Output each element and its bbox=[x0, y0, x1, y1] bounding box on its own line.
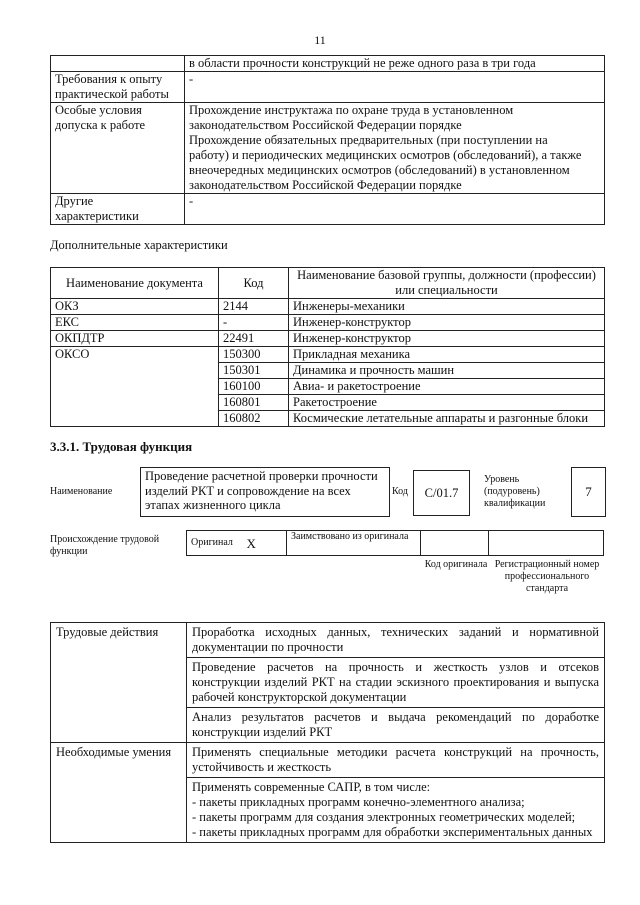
table-cell: Инженер-конструктор bbox=[289, 315, 605, 331]
table-cell: Инженеры-механики bbox=[289, 299, 605, 315]
table-row bbox=[51, 315, 605, 331]
table-cell: 150300 bbox=[219, 347, 289, 363]
origin-label: Происхождение трудовой функции bbox=[50, 534, 160, 557]
table-row bbox=[51, 331, 605, 347]
page-number: 11 bbox=[314, 33, 326, 47]
table-cell: Авиа- и ракетостроение bbox=[289, 379, 605, 395]
origin-table bbox=[186, 530, 604, 556]
table-cell: Динамика и прочность машин bbox=[289, 363, 605, 379]
row-value: - bbox=[185, 194, 605, 225]
table-row bbox=[51, 194, 605, 225]
name-label: Наименование bbox=[50, 486, 113, 497]
table-row bbox=[51, 623, 605, 658]
table-cell: ОКПДТР bbox=[51, 331, 219, 347]
row-label: Требования к опыту практической работы bbox=[51, 72, 185, 103]
table-cell: Ракетостроение bbox=[289, 395, 605, 411]
skill-item bbox=[187, 778, 605, 843]
code-box: C/01.7 bbox=[413, 470, 470, 516]
table-cell: ОКСО bbox=[51, 347, 219, 427]
table-row bbox=[51, 56, 605, 72]
borrowed-label: Заимствовано из оригинала bbox=[287, 531, 421, 556]
table-cell: ЕКС bbox=[51, 315, 219, 331]
value-line: Прохождение инструктажа по охране труда в установленном bbox=[189, 103, 514, 117]
table-cell: 160802 bbox=[219, 411, 289, 427]
group-label: Необходимые умения bbox=[51, 743, 187, 843]
table-row bbox=[51, 103, 605, 194]
original-mark: X bbox=[243, 531, 287, 556]
reg-caption: Регистрационный номер профессионального стандарта bbox=[494, 559, 600, 594]
table-cell: 22491 bbox=[219, 331, 289, 347]
level-label: Уровень (подуровень) квалификации bbox=[484, 474, 546, 509]
table-cell: Космические летательные аппараты и разгонные блоки bbox=[289, 411, 605, 427]
table-cell: ОКЗ bbox=[51, 299, 219, 315]
table-row bbox=[51, 743, 605, 778]
original-code-cell bbox=[421, 531, 489, 556]
table-cell: - bbox=[219, 315, 289, 331]
additional-table bbox=[50, 267, 605, 427]
table-cell: Инженер-конструктор bbox=[289, 331, 605, 347]
level-box: 7 bbox=[571, 467, 606, 517]
action-item: Анализ результатов расчетов и выдача рекомендаций по доработке конструкции изделий РКТ bbox=[187, 708, 605, 743]
table-row bbox=[51, 347, 605, 363]
value-line: законодательством Российской Федерации порядке bbox=[189, 178, 462, 192]
row-value bbox=[185, 103, 605, 194]
table-row bbox=[51, 299, 605, 315]
additional-heading: Дополнительные характеристики bbox=[50, 238, 228, 252]
function-name-box: Проведение расчетной проверки прочности изделий РКТ и сопровождение на всех этапах жизненного цикла bbox=[140, 467, 390, 517]
table-header-row bbox=[51, 268, 605, 299]
group-label: Трудовые действия bbox=[51, 623, 187, 743]
value-line: законодательством Российской Федерации порядке bbox=[189, 118, 462, 132]
skill-line: - пакеты прикладных программ конечно-элементного анализа; bbox=[192, 795, 525, 809]
table-cell: 150301 bbox=[219, 363, 289, 379]
table-row bbox=[51, 72, 605, 103]
row-label bbox=[51, 56, 185, 72]
value-line: внеочередных медицинских осмотров (обследований) в установленном bbox=[189, 163, 570, 177]
row-label: Другие характеристики bbox=[51, 194, 185, 225]
table-cell: Прикладная механика bbox=[289, 347, 605, 363]
skill-item: Применять специальные методики расчета конструкций на прочность, устойчивость и жесткость bbox=[187, 743, 605, 778]
row-value: в области прочности конструкций не реже одного раза в три года bbox=[185, 56, 605, 72]
value-line: работу) и периодических медицинских осмотров (обследований), а также bbox=[189, 148, 582, 162]
value-line: Прохождение обязательных предварительных (при поступлении на bbox=[189, 133, 548, 147]
table-cell: 160801 bbox=[219, 395, 289, 411]
code-label: Код bbox=[392, 486, 408, 497]
section-heading: 3.3.1. Трудовая функция bbox=[50, 439, 193, 454]
table-cell: 160100 bbox=[219, 379, 289, 395]
skill-line: Применять современные САПР, в том числе: bbox=[192, 780, 431, 794]
column-header: Код bbox=[219, 268, 289, 299]
actions-table bbox=[50, 622, 605, 843]
table-row bbox=[187, 531, 604, 556]
skill-line: - пакеты программ для создания электронных геометрических моделей; bbox=[192, 810, 576, 824]
row-value: - bbox=[185, 72, 605, 103]
code-caption: Код оригинала bbox=[424, 559, 488, 570]
column-header: Наименование базовой группы, должности (профессии) или специальности bbox=[289, 268, 605, 299]
original-label: Оригинал bbox=[187, 531, 243, 556]
table-cell: 2144 bbox=[219, 299, 289, 315]
row-label: Особые условия допуска к работе bbox=[51, 103, 185, 194]
requirements-table bbox=[50, 55, 605, 225]
column-header: Наименование документа bbox=[51, 268, 219, 299]
skill-line: - пакеты прикладных программ для обработки экспериментальных данных bbox=[192, 825, 593, 839]
action-item: Проработка исходных данных, технических заданий и нормативной документации по прочности bbox=[187, 623, 605, 658]
action-item: Проведение расчетов на прочность и жесткость узлов и отсеков конструкции изделий РКТ на стадии эскизного проектирования и выпуска рабочей конструкторской документации bbox=[187, 658, 605, 708]
registration-number-cell bbox=[489, 531, 604, 556]
